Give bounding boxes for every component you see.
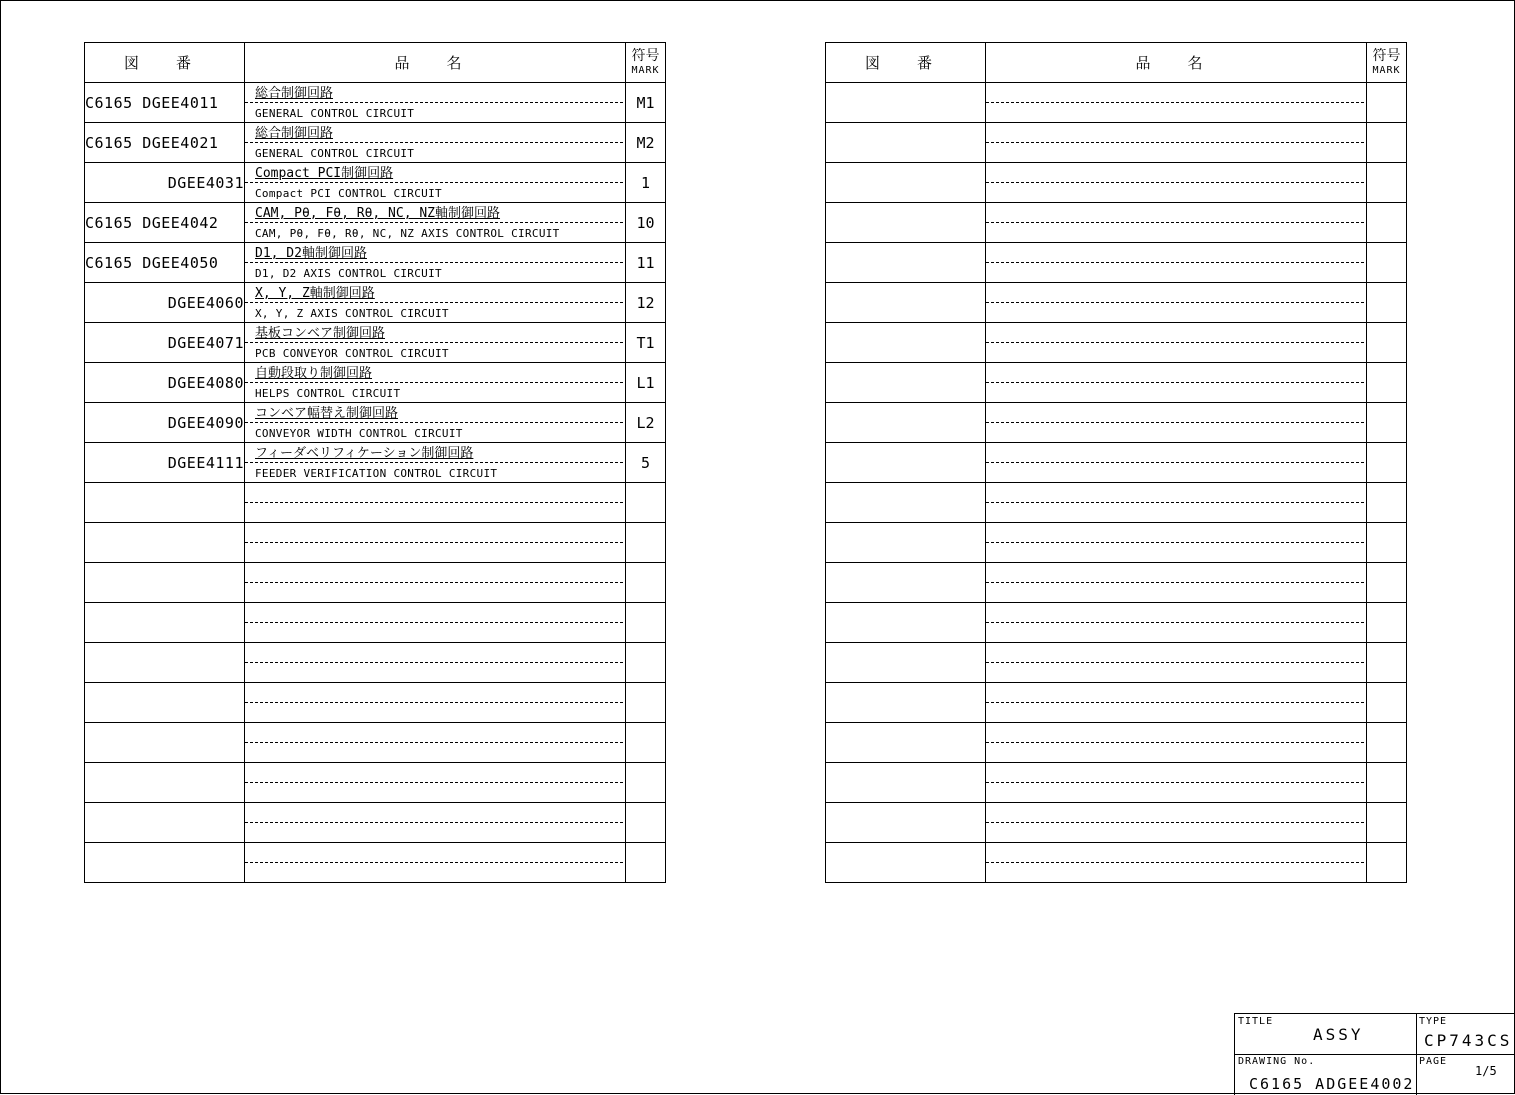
table-row xyxy=(826,723,1407,763)
dashed-guide-line xyxy=(245,462,623,463)
dashed-guide-line xyxy=(245,742,623,743)
item-name-cell xyxy=(986,123,1367,163)
parts-table-left xyxy=(84,42,666,883)
item-name-cell xyxy=(245,123,626,163)
mark-cell: L2 xyxy=(626,403,666,443)
item-name-cell xyxy=(245,803,626,843)
item-name-en: GENERAL CONTROL CIRCUIT xyxy=(255,107,415,120)
drawing-number: DGEE4050 xyxy=(142,253,219,272)
table-row xyxy=(826,803,1407,843)
mark-cell xyxy=(1367,403,1407,443)
drawing-no-cell xyxy=(826,763,986,803)
dashed-guide-line xyxy=(986,462,1364,463)
drawing-no-cell xyxy=(85,83,245,123)
mark-cell xyxy=(1367,603,1407,643)
dashed-guide-line xyxy=(245,102,623,103)
table-row xyxy=(826,683,1407,723)
mark-cell xyxy=(626,763,666,803)
mark-cell: 11 xyxy=(626,243,666,283)
mark-cell xyxy=(626,523,666,563)
item-name-cell xyxy=(986,523,1367,563)
mark-cell xyxy=(1367,843,1407,883)
mark-cell xyxy=(1367,83,1407,123)
header-mark xyxy=(1367,43,1407,83)
table-row xyxy=(85,203,666,243)
item-name-ja: 総合制御回路 xyxy=(255,126,334,141)
dashed-guide-line xyxy=(245,302,623,303)
mark-cell xyxy=(626,803,666,843)
dashed-guide-line xyxy=(986,702,1364,703)
table-row xyxy=(826,483,1407,523)
item-name-en: HELPS CONTROL CIRCUIT xyxy=(255,387,401,400)
item-name-cell xyxy=(986,283,1367,323)
item-name-cell xyxy=(245,363,626,403)
dashed-guide-line xyxy=(245,582,623,583)
item-name-cell xyxy=(245,643,626,683)
type-label: TYPE xyxy=(1419,1016,1448,1027)
table-row xyxy=(85,483,666,523)
title-label: TITLE xyxy=(1238,1016,1274,1027)
item-name-cell xyxy=(245,403,626,443)
drawing-number: DGEE4090 xyxy=(167,413,244,432)
drawing-no-cell xyxy=(826,723,986,763)
table-row xyxy=(85,323,666,363)
item-name-cell xyxy=(245,763,626,803)
mark-cell xyxy=(1367,723,1407,763)
dashed-guide-line xyxy=(245,662,623,663)
dashed-guide-line xyxy=(245,182,623,183)
item-name-cell xyxy=(245,563,626,603)
table-row xyxy=(85,123,666,163)
drawing-no-cell xyxy=(826,163,986,203)
table-row xyxy=(85,683,666,723)
dashed-guide-line xyxy=(986,342,1364,343)
item-name-cell xyxy=(986,243,1367,283)
table-row xyxy=(826,363,1407,403)
table-row xyxy=(826,163,1407,203)
title-block-divider xyxy=(1235,1054,1515,1055)
item-name-cell xyxy=(245,283,626,323)
drawing-no-cell xyxy=(85,563,245,603)
item-name-cell xyxy=(245,483,626,523)
page-current: 1 xyxy=(1475,1064,1483,1078)
item-name-en: X, Y, Z AXIS CONTROL CIRCUIT xyxy=(255,307,449,320)
mark-cell xyxy=(626,723,666,763)
table-row xyxy=(85,403,666,443)
dashed-guide-line xyxy=(986,142,1364,143)
item-name-cell xyxy=(245,203,626,243)
item-name-en: CONVEYOR WIDTH CONTROL CIRCUIT xyxy=(255,427,463,440)
drawing-no-cell xyxy=(85,603,245,643)
item-name-cell xyxy=(986,563,1367,603)
dashed-guide-line xyxy=(986,542,1364,543)
table-row xyxy=(826,763,1407,803)
drawing-no-label: DRAWING No. xyxy=(1238,1056,1316,1067)
drawing-no-cell xyxy=(85,363,245,403)
title-value: ASSY xyxy=(1313,1025,1364,1044)
item-name-cell xyxy=(986,203,1367,243)
mark-cell xyxy=(1367,563,1407,603)
item-name-ja: D1, D2軸制御回路 xyxy=(255,246,367,261)
dashed-guide-line xyxy=(245,222,623,223)
header-drawing-no: 図 番 xyxy=(85,43,245,83)
item-name-cell xyxy=(986,763,1367,803)
drawing-no-cell xyxy=(826,243,986,283)
dashed-guide-line xyxy=(986,582,1364,583)
table-row xyxy=(85,243,666,283)
item-name-cell xyxy=(245,843,626,883)
mark-cell xyxy=(1367,203,1407,243)
drawing-prefix: C6165 xyxy=(85,133,133,152)
page-number: 1/5 xyxy=(1475,1064,1497,1078)
drawing-no-cell xyxy=(826,283,986,323)
item-name-cell xyxy=(245,683,626,723)
dashed-guide-line xyxy=(245,542,623,543)
mark-cell: 5 xyxy=(626,443,666,483)
drawing-number: DGEE4011 xyxy=(142,93,219,112)
table-row xyxy=(826,603,1407,643)
dashed-guide-line xyxy=(245,142,623,143)
table-row xyxy=(85,803,666,843)
item-name-cell xyxy=(245,443,626,483)
item-name-cell xyxy=(245,723,626,763)
drawing-no-cell xyxy=(826,643,986,683)
item-name-ja: Compact PCI制御回路 xyxy=(255,166,394,181)
drawing-no-cell xyxy=(85,843,245,883)
item-name-cell xyxy=(245,243,626,283)
drawing-no-cell xyxy=(826,123,986,163)
table-row xyxy=(85,643,666,683)
item-name-cell xyxy=(986,483,1367,523)
dashed-guide-line xyxy=(986,302,1364,303)
dashed-guide-line xyxy=(986,662,1364,663)
item-name-en: PCB CONVEYOR CONTROL CIRCUIT xyxy=(255,347,449,360)
mark-cell xyxy=(1367,643,1407,683)
item-name-cell xyxy=(245,83,626,123)
dashed-guide-line xyxy=(986,382,1364,383)
drawing-no-cell xyxy=(85,323,245,363)
item-name-cell xyxy=(986,83,1367,123)
table-row xyxy=(826,843,1407,883)
page-label: PAGE xyxy=(1419,1056,1448,1067)
table-header-row xyxy=(826,43,1407,83)
header-item-name: 品 名 xyxy=(986,43,1367,83)
mark-cell xyxy=(626,603,666,643)
header-mark-en: MARK xyxy=(1372,65,1401,76)
item-name-ja: 自動段取り制御回路 xyxy=(255,366,373,381)
item-name-cell xyxy=(986,643,1367,683)
mark-cell xyxy=(1367,803,1407,843)
table-row xyxy=(826,123,1407,163)
drawing-no-cell xyxy=(85,643,245,683)
table-header-row xyxy=(85,43,666,83)
item-name-cell xyxy=(986,163,1367,203)
page-total: 5 xyxy=(1489,1064,1497,1078)
dashed-guide-line xyxy=(245,622,623,623)
header-mark xyxy=(626,43,666,83)
item-name-en: CAM, Pθ, Fθ, Rθ, NC, NZ AXIS CONTROL CIRCUIT xyxy=(255,227,560,240)
dashed-guide-line xyxy=(245,262,623,263)
item-name-cell xyxy=(245,603,626,643)
table-row xyxy=(85,523,666,563)
dashed-guide-line xyxy=(245,862,623,863)
mark-cell: 10 xyxy=(626,203,666,243)
dashed-guide-line xyxy=(245,822,623,823)
item-name-ja: 基板コンベア制御回路 xyxy=(255,326,386,341)
drawing-number: DGEE4071 xyxy=(167,333,244,352)
mark-cell xyxy=(1367,123,1407,163)
table-row xyxy=(826,83,1407,123)
header-mark-jp: 符号 xyxy=(631,48,660,64)
table-row xyxy=(826,243,1407,283)
drawing-no-cell xyxy=(85,483,245,523)
mark-cell xyxy=(626,643,666,683)
item-name-ja: フィーダベリフィケーション制御回路 xyxy=(255,446,474,461)
drawing-no-cell xyxy=(85,403,245,443)
drawing-no-value: C6165 ADGEE4002 xyxy=(1249,1075,1415,1093)
drawing-no-cell xyxy=(826,443,986,483)
dashed-guide-line xyxy=(986,182,1364,183)
table-row xyxy=(826,443,1407,483)
drawing-no-cell xyxy=(826,483,986,523)
drawing-no-cell xyxy=(85,763,245,803)
drawing-no-cell xyxy=(826,363,986,403)
table-row xyxy=(85,443,666,483)
dashed-guide-line xyxy=(986,102,1364,103)
item-name-cell xyxy=(986,403,1367,443)
drawing-no-cell xyxy=(826,803,986,843)
item-name-cell xyxy=(986,843,1367,883)
type-value: CP743CS xyxy=(1424,1031,1513,1050)
mark-cell xyxy=(1367,763,1407,803)
dashed-guide-line xyxy=(245,782,623,783)
mark-cell: 1 xyxy=(626,163,666,203)
dashed-guide-line xyxy=(986,422,1364,423)
mark-cell xyxy=(1367,363,1407,403)
mark-cell xyxy=(1367,483,1407,523)
drawing-prefix: C6165 xyxy=(85,213,133,232)
drawing-no-cell xyxy=(85,523,245,563)
mark-cell xyxy=(1367,443,1407,483)
drawing-number: DGEE4042 xyxy=(142,213,219,232)
item-name-cell xyxy=(245,163,626,203)
header-mark-en: MARK xyxy=(631,65,660,76)
table-row xyxy=(85,843,666,883)
drawing-no-cell xyxy=(85,163,245,203)
dashed-guide-line xyxy=(986,262,1364,263)
item-name-cell xyxy=(986,363,1367,403)
table-row xyxy=(85,563,666,603)
item-name-en: Compact PCI CONTROL CIRCUIT xyxy=(255,187,442,200)
drawing-no-cell xyxy=(826,83,986,123)
dashed-guide-line xyxy=(245,702,623,703)
drawing-no-cell xyxy=(85,243,245,283)
drawing-no-cell xyxy=(826,203,986,243)
drawing-no-cell xyxy=(826,683,986,723)
table-row xyxy=(826,523,1407,563)
item-name-ja: 総合制御回路 xyxy=(255,86,334,101)
header-mark-jp: 符号 xyxy=(1372,48,1401,64)
table-row xyxy=(826,563,1407,603)
mark-cell xyxy=(1367,243,1407,283)
table-row xyxy=(826,323,1407,363)
drawing-no-cell xyxy=(826,403,986,443)
item-name-cell xyxy=(986,323,1367,363)
drawing-number: DGEE4060 xyxy=(167,293,244,312)
item-name-en: GENERAL CONTROL CIRCUIT xyxy=(255,147,415,160)
drawing-number: DGEE4021 xyxy=(142,133,219,152)
mark-cell xyxy=(1367,683,1407,723)
drawing-no-cell xyxy=(826,323,986,363)
drawing-number: DGEE4031 xyxy=(167,173,244,192)
dashed-guide-line xyxy=(245,382,623,383)
table-row xyxy=(826,283,1407,323)
dashed-guide-line xyxy=(986,782,1364,783)
mark-cell xyxy=(626,843,666,883)
drawing-no-cell xyxy=(826,523,986,563)
table-row xyxy=(85,763,666,803)
item-name-cell xyxy=(986,723,1367,763)
table-row xyxy=(826,403,1407,443)
mark-cell xyxy=(626,683,666,723)
item-name-en: D1, D2 AXIS CONTROL CIRCUIT xyxy=(255,267,442,280)
mark-cell xyxy=(1367,283,1407,323)
dashed-guide-line xyxy=(245,342,623,343)
mark-cell xyxy=(1367,523,1407,563)
item-name-ja: X, Y, Z軸制御回路 xyxy=(255,286,375,301)
mark-cell: 12 xyxy=(626,283,666,323)
item-name-ja: CAM, Pθ, Fθ, Rθ, NC, NZ軸制御回路 xyxy=(255,206,501,221)
drawing-no-cell xyxy=(85,283,245,323)
dashed-guide-line xyxy=(986,222,1364,223)
item-name-cell xyxy=(986,603,1367,643)
table-row xyxy=(85,603,666,643)
mark-cell: L1 xyxy=(626,363,666,403)
dashed-guide-line xyxy=(986,822,1364,823)
drawing-prefix: C6165 xyxy=(85,253,133,272)
drawing-no-cell xyxy=(85,203,245,243)
table-row xyxy=(85,83,666,123)
dashed-guide-line xyxy=(986,862,1364,863)
mark-cell: M2 xyxy=(626,123,666,163)
drawing-no-cell xyxy=(85,123,245,163)
mark-cell xyxy=(1367,163,1407,203)
table-row xyxy=(85,363,666,403)
item-name-cell xyxy=(986,443,1367,483)
drawing-no-cell xyxy=(826,563,986,603)
table-row xyxy=(85,723,666,763)
mark-cell: M1 xyxy=(626,83,666,123)
drawing-no-cell xyxy=(826,603,986,643)
table-row xyxy=(85,283,666,323)
drawing-no-cell xyxy=(85,803,245,843)
table-row xyxy=(826,643,1407,683)
drawing-no-cell xyxy=(85,683,245,723)
item-name-cell xyxy=(245,323,626,363)
dashed-guide-line xyxy=(986,622,1364,623)
drawing-number: DGEE4111 xyxy=(167,453,244,472)
drawing-prefix: C6165 xyxy=(85,93,133,112)
drawing-no-cell xyxy=(826,843,986,883)
header-drawing-no: 図 番 xyxy=(826,43,986,83)
mark-cell xyxy=(626,483,666,523)
title-block xyxy=(1234,1013,1515,1095)
mark-cell xyxy=(1367,323,1407,363)
item-name-cell xyxy=(245,523,626,563)
table-row xyxy=(85,163,666,203)
table-row xyxy=(826,203,1407,243)
dashed-guide-line xyxy=(986,742,1364,743)
mark-cell xyxy=(626,563,666,603)
drawing-no-cell xyxy=(85,723,245,763)
header-item-name: 品 名 xyxy=(245,43,626,83)
mark-cell: T1 xyxy=(626,323,666,363)
item-name-ja: コンベア幅替え制御回路 xyxy=(255,406,399,421)
drawing-number: DGEE4080 xyxy=(167,373,244,392)
item-name-cell xyxy=(986,803,1367,843)
drawing-no-cell xyxy=(85,443,245,483)
parts-table-right xyxy=(825,42,1407,883)
item-name-en: FEEDER VERIFICATION CONTROL CIRCUIT xyxy=(255,467,498,480)
dashed-guide-line xyxy=(245,422,623,423)
dashed-guide-line xyxy=(245,502,623,503)
dashed-guide-line xyxy=(986,502,1364,503)
item-name-cell xyxy=(986,683,1367,723)
